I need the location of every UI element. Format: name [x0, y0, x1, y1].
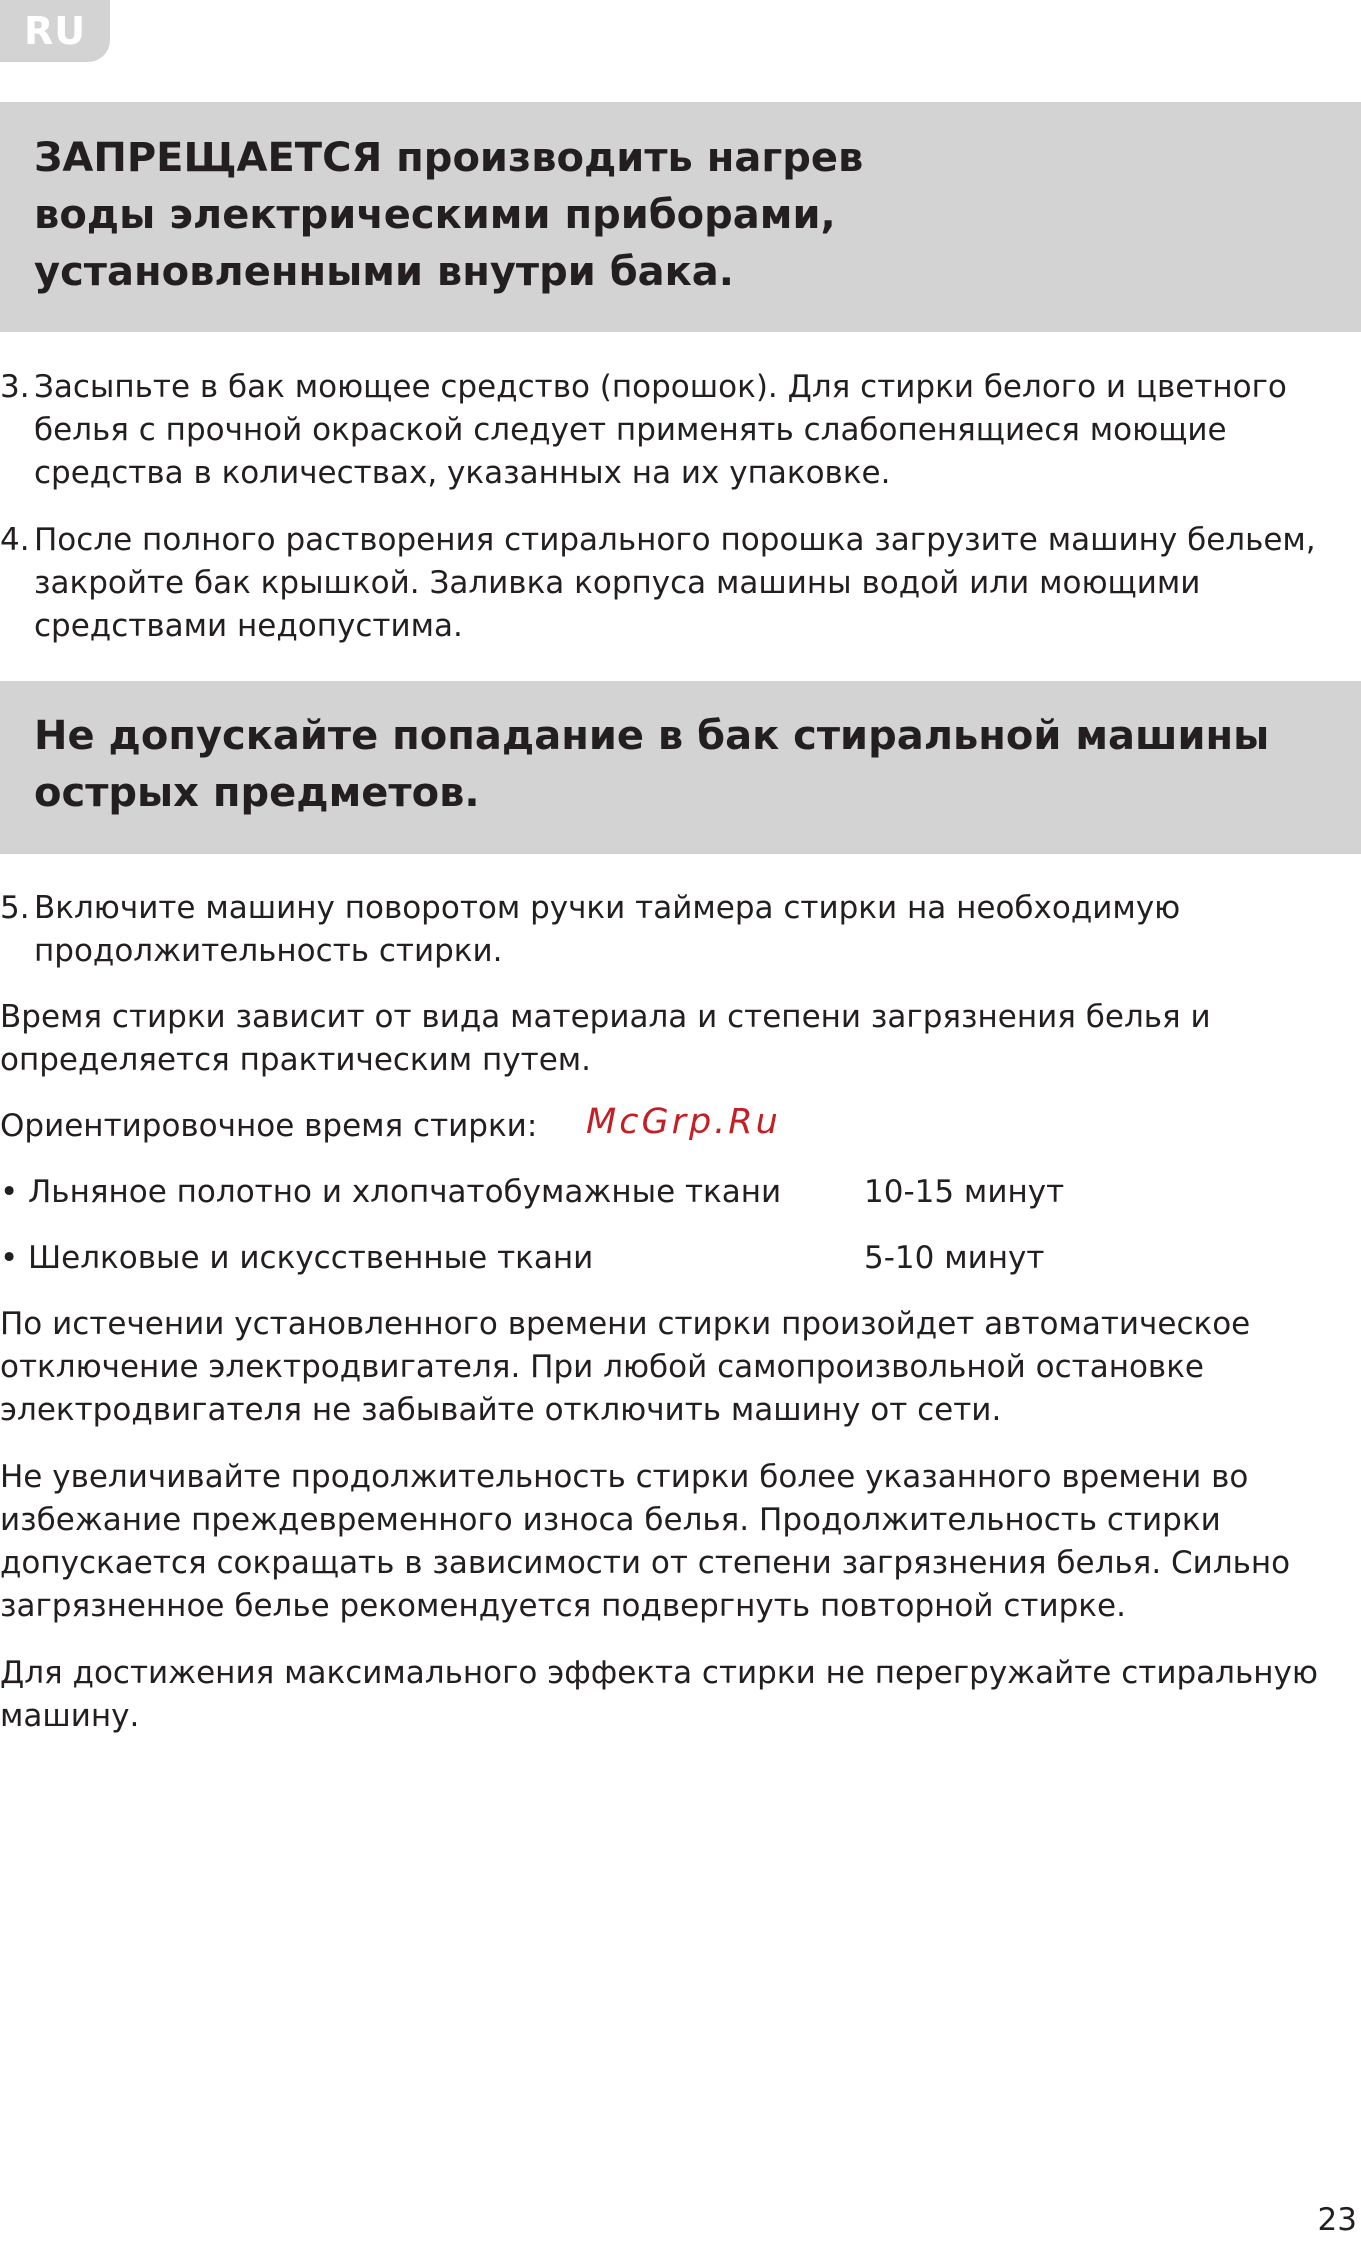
warning-line: Не допускайте попадание в бак стиральной машины — [34, 713, 1270, 759]
step-text: После полного растворения стирального порошка загрузите машину бельем, закройте бак крышкой. Заливка корпуса машины водой или моющими средствами недопустима. — [34, 522, 1316, 644]
step-4 — [0, 519, 1350, 648]
paragraph-time-depends: Время стирки зависит от вида материала и степени загрязнения белья и определяется практическим путем. — [0, 999, 1211, 1078]
warning-line: острых предметов. — [34, 770, 480, 816]
bullet-icon: • — [0, 1174, 19, 1210]
step-text: Засыпьте в бак моющее средство (порошок). Для стирки белого и цветного белья с прочной окраской следует применять слабопенящиеся моющие средства в количествах, указанных на их упаковке. — [34, 369, 1287, 491]
paragraph-approx-time: Ориентировочное время стирки: — [0, 1108, 538, 1144]
paragraph-auto-off: По истечении установленного времени стирки произойдет автоматическое отключение электродвигателя. При любой самопроизвольной остановке электродвигателя не забывайте отключить машину от сети. — [0, 1306, 1251, 1428]
step-number: 5. — [0, 890, 30, 926]
watermark-text: McGrp.Ru — [586, 1102, 781, 1142]
paragraph-no-overload: Для достижения максимального эффекта стирки не перегружайте стиральную машину. — [0, 1655, 1318, 1734]
bullet-icon: • — [0, 1240, 19, 1276]
step-5 — [0, 887, 1350, 973]
warning-line: установленными внутри бака. — [34, 249, 734, 295]
time-value: 10-15 минут — [864, 1174, 1065, 1210]
step-number: 4. — [0, 522, 30, 558]
paragraph-no-increase: Не увеличивайте продолжительность стирки более указанного времени во избежание преждевременного износа белья. Продолжительность стирки допускается сокращать в зависимости от степени загрязнения белья. Сильно загрязненное белье рекомендуется подвергнуть повторной стирке. — [0, 1459, 1291, 1624]
language-badge: RU — [0, 0, 110, 62]
page-number: 23 — [1317, 2202, 1357, 2238]
warning-banner-heating — [0, 102, 1361, 332]
warning-line: ЗАПРЕЩАЕТСЯ производить нагрев — [34, 135, 864, 181]
warning-banner-sharp-objects — [0, 681, 1361, 854]
step-3 — [0, 366, 1350, 495]
time-value: 5-10 минут — [864, 1240, 1045, 1276]
warning-line: воды электрическими приборами, — [34, 192, 836, 238]
step-text: Включите машину поворотом ручки таймера стирки на необходимую продолжительность стирки. — [34, 890, 1181, 969]
fabric-label: Льняное полотно и хлопчатобумажные ткани — [28, 1174, 782, 1210]
step-number: 3. — [0, 369, 30, 405]
fabric-label: Шелковые и искусственные ткани — [28, 1240, 594, 1276]
